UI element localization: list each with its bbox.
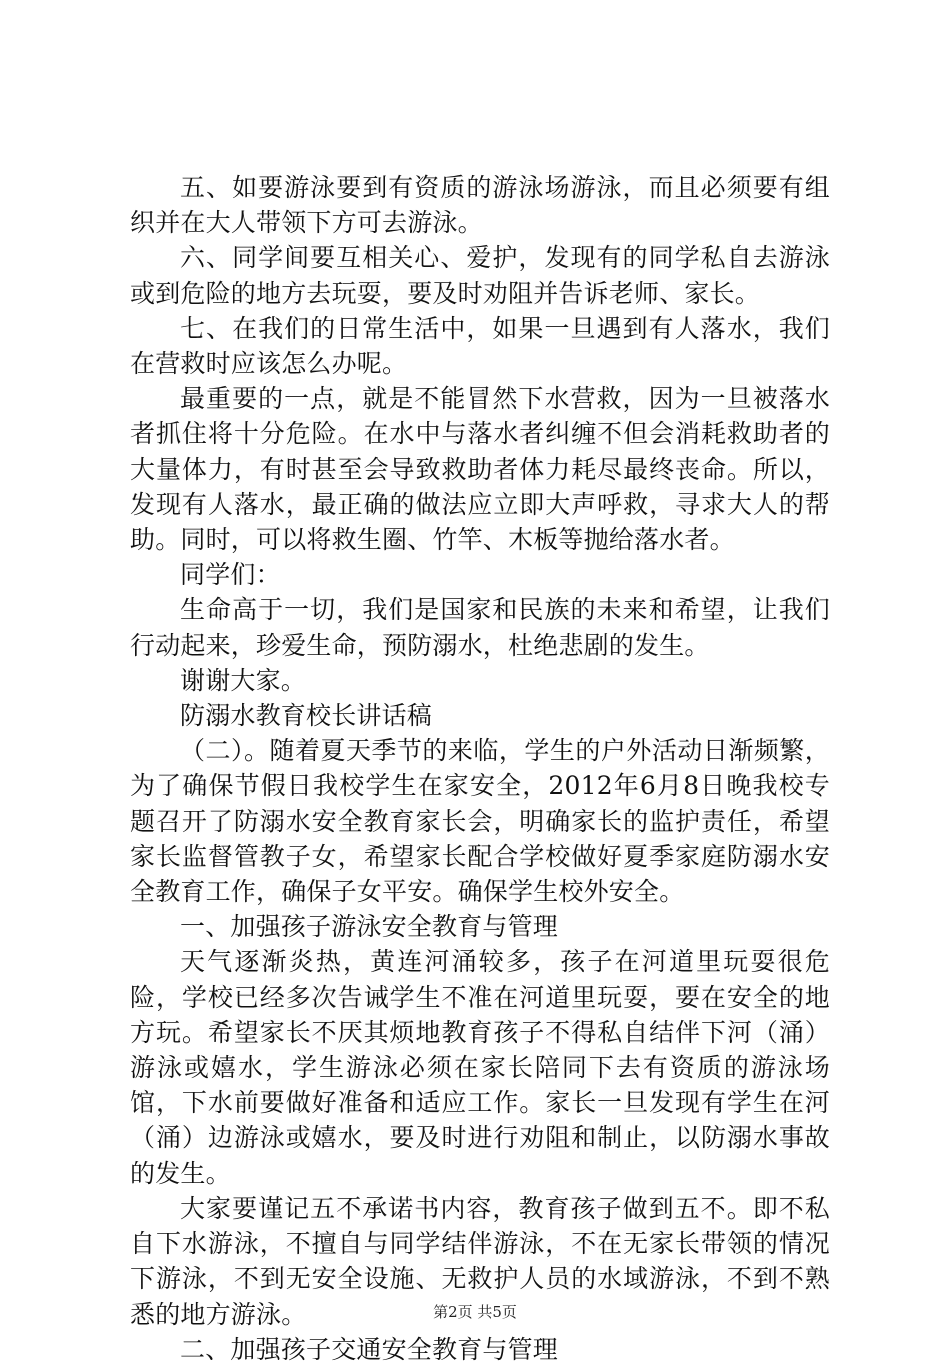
heading-swimming-safety: 一、加强孩子游泳安全教育与管理 [180,912,559,942]
paragraph-life: 生命高于一切，我们是国家和民族的未来和希望，让我们行动起来，珍爱生命，预防溺水，杜绝悲剧的发生。 [130,595,830,660]
paragraph-salutation: 同学们： [180,560,281,590]
heading-traffic-safety: 二、加强孩子交通安全教育与管理 [180,1334,559,1364]
section-title: 防溺水教育校长讲话稿 [180,701,433,731]
paragraph-five-nos: 大家要谨记五不承诺书内容，教育孩子做到五不。即不私自下水游泳，不擅自与同学结伴游泳，不在无家长带领的情况下游泳，不到无安全设施、无救护人员的水域游泳，不到不熟悉的地方游泳。 [130,1193,830,1329]
paragraph-item-6: 六、同学间要互相关心、爱护，发现有的同学私自去游泳或到危险的地方去玩耍，要及时劝阻并告诉老师、家长。 [130,243,830,308]
document-body [130,170,830,1367]
paragraph-rescue: 最重要的一点，就是不能冒然下水营救，因为一旦被落水者抓住将十分危险。在水中与落水者纠缠不但会消耗救助者的大量体力，有时甚至会导致救助者体力耗尽最终丧命。所以，发现有人落水，最正确的做法应立即大声呼救，寻求大人的帮助。同时，可以将救生圈、竹竿、木板等抛给落水者。 [130,384,830,555]
paragraph-item-5: 五、如要游泳要到有资质的游泳场游泳，而且必须要有组织并在大人带领下方可去游泳。 [130,173,830,238]
page-footer: 第2页 共5页 [433,1303,517,1321]
paragraph-swimming: 天气逐渐炎热，黄连河涌较多，孩子在河道里玩耍很危险，学校已经多次告诫学生不准在河道里玩耍，要在安全的地方玩。希望家长不厌其烦地教育孩子不得私自结伴下河（涌）游泳或嬉水，学生游泳必须在家长陪同下去有资质的游泳场馆，下水前要做好准备和适应工作。家长一旦发现有学生在河（涌）边游泳或嬉水，要及时进行劝阻和制止，以防溺水事故的发生。 [130,947,830,1188]
paragraph-item-7: 七、在我们的日常生活中，如果一旦遇到有人落水，我们在营救时应该怎么办呢。 [130,313,830,379]
paragraph-intro-two: （二）。随着夏天季节的来临，学生的户外活动日渐频繁，为了确保节假日我校学生在家安全，2012年6月8日晚我校专题召开了防溺水安全教育家长会，明确家长的监护责任，希望家长监督管教子女，希望家长配合学校做好夏季家庭防溺水安全教育工作，确保子女平安。确保学生校外安全。 [130,736,830,907]
paragraph-thanks: 谢谢大家。 [180,665,307,695]
